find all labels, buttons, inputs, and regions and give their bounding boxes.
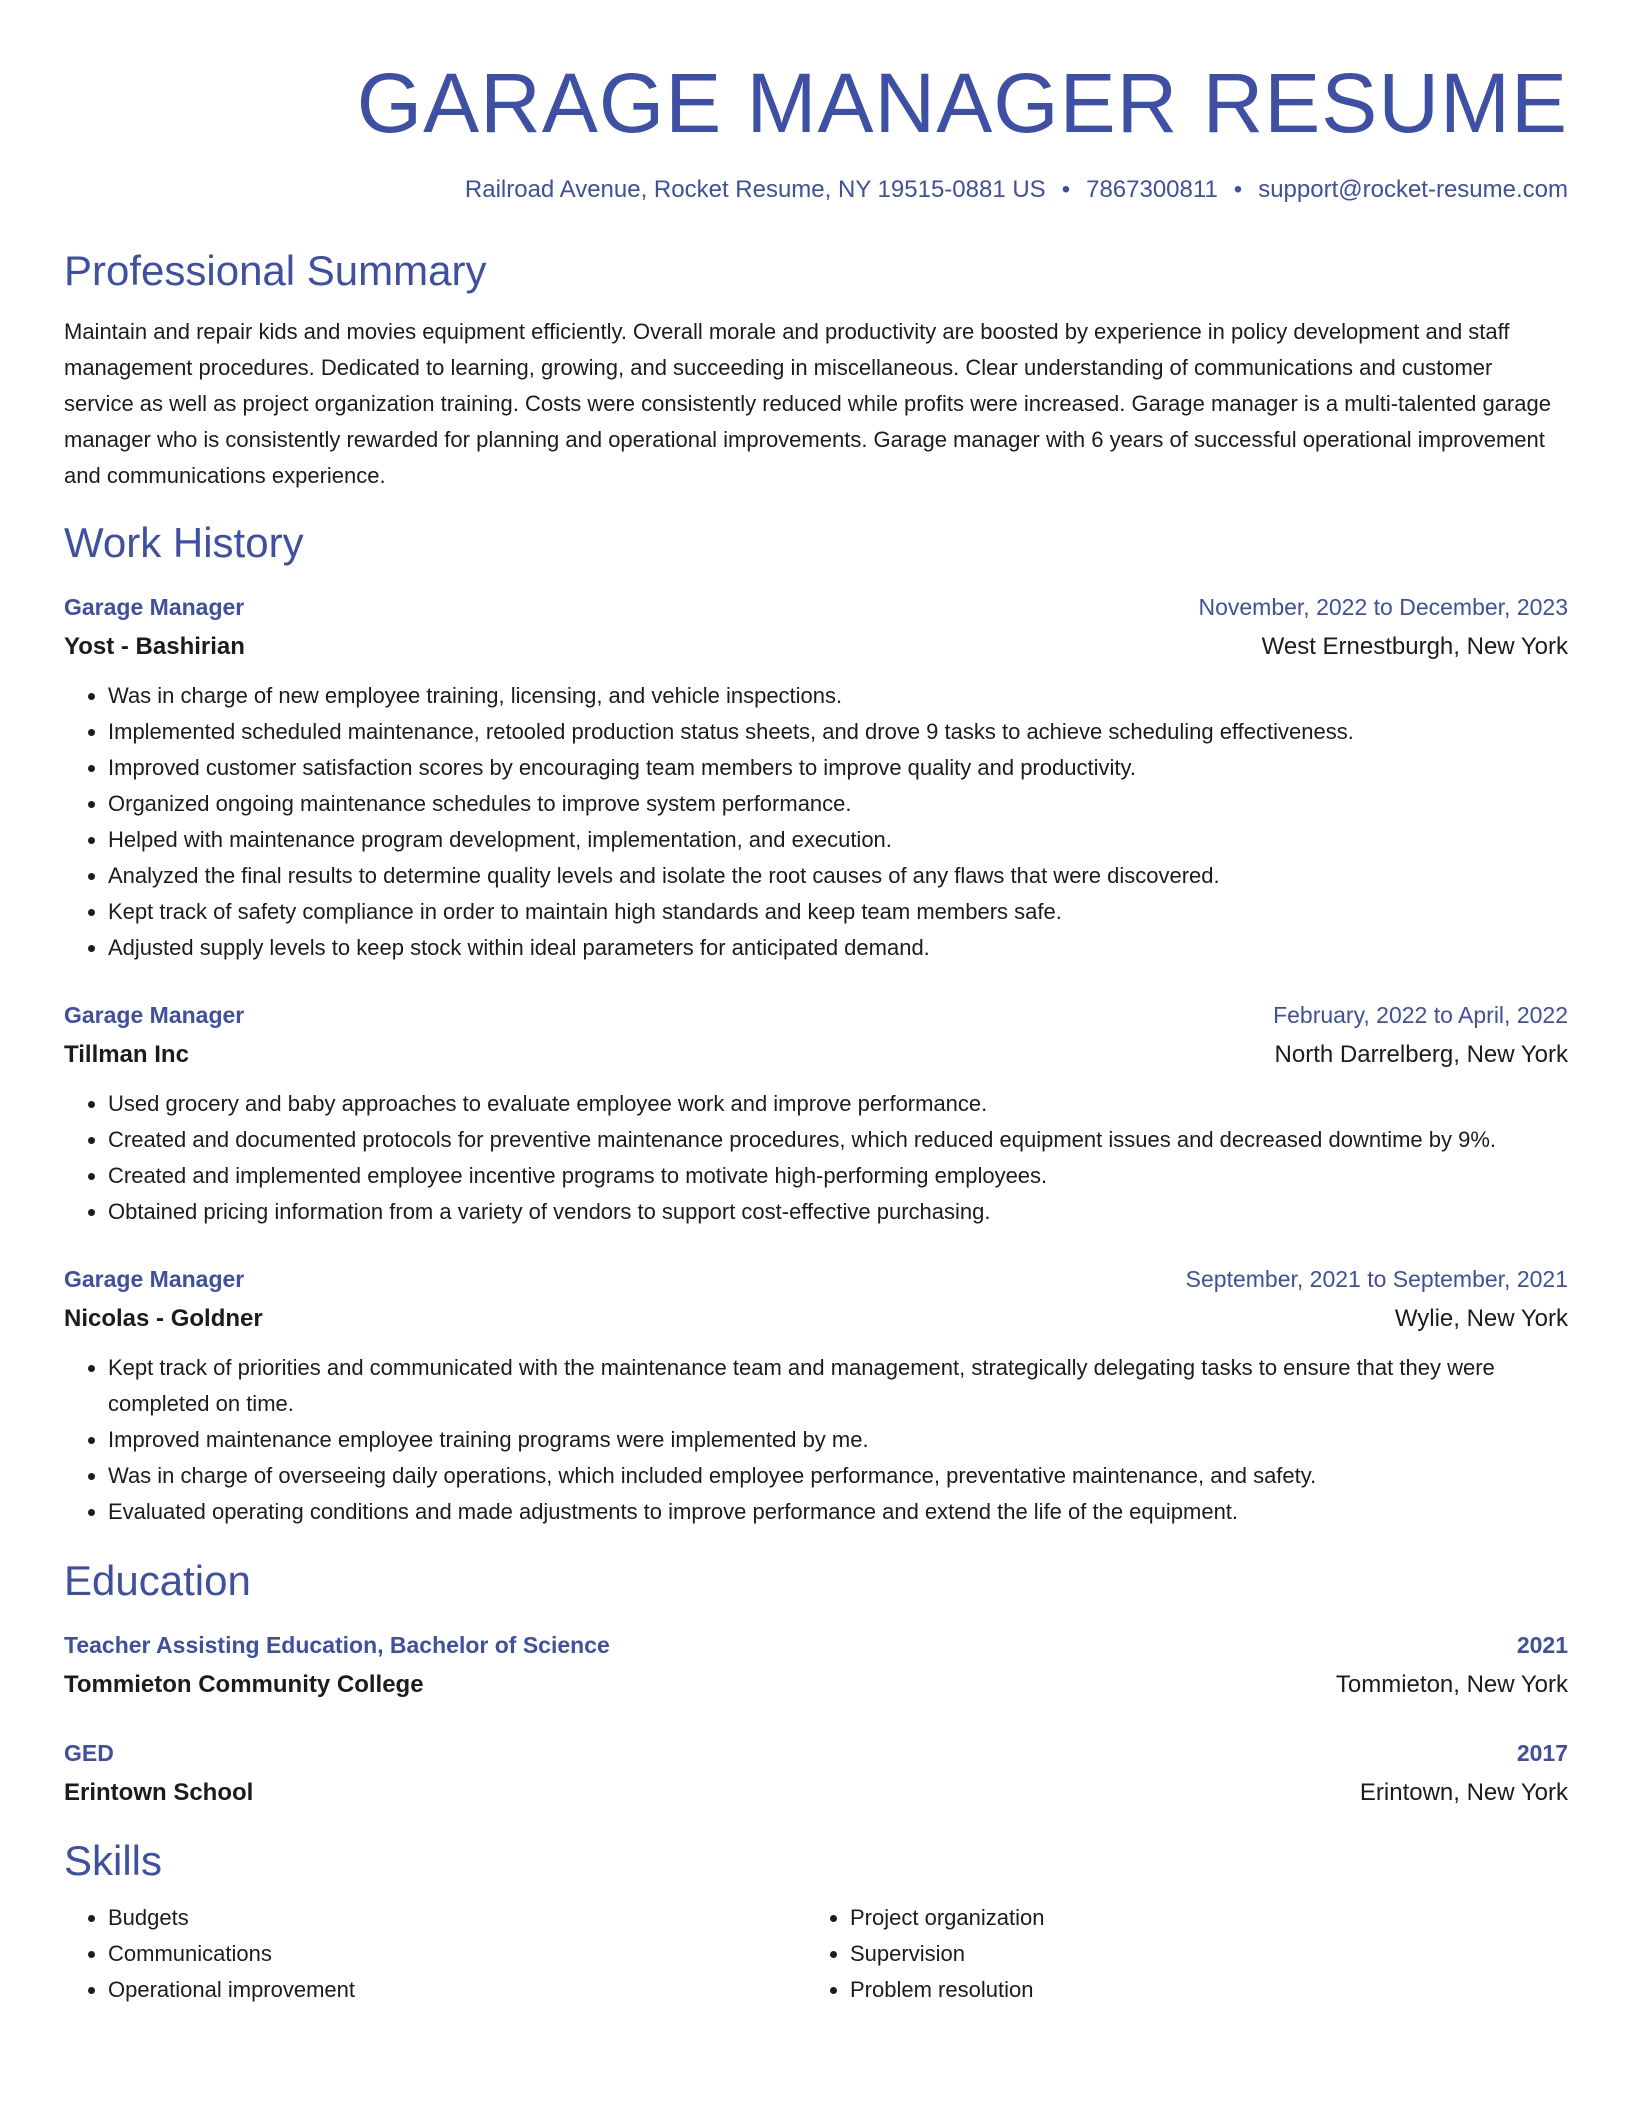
skills-list [64,1900,1568,2008]
job-title-row [64,1262,1568,1296]
job-bullet: • Created and documented protocols for preventive maintenance procedures, which reduced equipment issues and decreased downtime by 9%. [108,1122,1568,1158]
job-company-row [64,1302,1568,1336]
skill-item: • Project organization [850,1900,1548,1936]
contact-separator: • [1233,176,1243,203]
education-location: Tommieton, New York [1335,1671,1568,1698]
job-bullet: • Was in charge of new employee training, licensing, and vehicle inspections. [108,678,1568,714]
skill-item: • Supervision [850,1936,1548,1972]
education-school: Tommieton Community College [64,1671,424,1698]
section-heading-summary: Professional Summary [64,247,487,294]
job-location: West Ernestburgh, New York [1261,633,1568,660]
job-bullet: • Analyzed the final results to determine quality levels and isolate the root causes of any flaws that were discovered. [108,858,1568,894]
job-company-row [64,630,1568,664]
job-entry [64,1262,1568,1530]
skill-item: • Communications [108,1936,806,1972]
contact-line [64,174,1568,206]
contact-phone[interactable]: 7867300811 [1086,176,1218,203]
job-bullets [64,1350,1568,1530]
job-location: Wylie, New York [1394,1305,1568,1332]
education-school-row [64,1776,1568,1810]
job-bullet: • Was in charge of overseeing daily operations, which included employee performance, preventative maintenance, and safety. [108,1458,1568,1494]
job-bullet: • Evaluated operating conditions and made adjustments to improve performance and extend the life of the equipment. [108,1494,1568,1530]
job-bullet: • Improved customer satisfaction scores by encouraging team members to improve quality and productivity. [108,750,1568,786]
job-company: Tillman Inc [64,1041,189,1068]
job-entry [64,590,1568,966]
page-title: GARAGE MANAGER RESUME [356,56,1568,150]
job-dates: February, 2022 to April, 2022 [1273,1002,1568,1028]
job-company: Nicolas - Goldner [64,1305,263,1332]
contact-address: Railroad Avenue, Rocket Resume, NY 19515-0881 US [464,176,1046,203]
skill-item: • Budgets [108,1900,806,1936]
job-company-row [64,1038,1568,1072]
skill-item: • Operational improvement [108,1972,806,2008]
summary-text: Maintain and repair kids and movies equipment efficiently. Overall morale and productivity are boosted by experience in policy development and staff management procedures. Dedicated to learning, growing, and succeeding in miscellaneous. Clear understanding of communications and customer service as well as project organization training. Costs were consistently reduced while profits were increased. Garage manager is a multi-talented garage manager who is consistently rewarded for planning and operational improvements. Garage manager with 6 years of successful operational improvement and communications experience. [64,319,1551,488]
job-bullet: • Organized ongoing maintenance schedules to improve system performance. [108,786,1568,822]
job-bullets [64,678,1568,966]
education-location: Erintown, New York [1359,1779,1568,1806]
job-title-row [64,590,1568,624]
job-bullet: • Kept track of safety compliance in order to maintain high standards and keep team members safe. [108,894,1568,930]
contact-separator: • [1061,176,1071,203]
education-degree: GED [64,1740,114,1766]
education-school: Erintown School [64,1779,254,1806]
section-heading-work-history: Work History [64,519,304,566]
job-dates: September, 2021 to September, 2021 [1185,1266,1568,1292]
education-degree-row [64,1628,1568,1662]
education-year: 2017 [1516,1740,1568,1766]
job-bullet: • Created and implemented employee incentive programs to motivate high-performing employees. [108,1158,1568,1194]
job-bullet: • Used grocery and baby approaches to evaluate employee work and improve performance. [108,1086,1568,1122]
job-title-row [64,998,1568,1032]
skills-column-right [806,1900,1548,2008]
education-entry [64,1628,1568,1702]
job-dates: November, 2022 to December, 2023 [1198,594,1568,620]
education-entry [64,1736,1568,1810]
job-bullet: • Obtained pricing information from a variety of vendors to support cost-effective purchasing. [108,1194,1568,1230]
education-degree-row [64,1736,1568,1770]
job-location: North Darrelberg, New York [1274,1041,1568,1068]
job-bullets [64,1086,1568,1230]
job-bullet: • Adjusted supply levels to keep stock within ideal parameters for anticipated demand. [108,930,1568,966]
skill-item: • Problem resolution [850,1972,1548,2008]
job-role: Garage Manager [64,1002,245,1028]
education-degree: Teacher Assisting Education, Bachelor of Science [64,1632,610,1658]
job-bullet: • Improved maintenance employee training programs were implemented by me. [108,1422,1568,1458]
resume-page [64,0,1568,2008]
job-bullet: • Helped with maintenance program development, implementation, and execution. [108,822,1568,858]
skills-column-left [64,1900,806,2008]
education-school-row [64,1668,1568,1702]
job-bullet: • Kept track of priorities and communicated with the maintenance team and management, strategically delegating tasks to ensure that they were completed on time. [108,1350,1568,1422]
job-company: Yost - Bashirian [64,633,245,660]
job-bullet: • Implemented scheduled maintenance, retooled production status sheets, and drove 9 tasks to achieve scheduling effectiveness. [108,714,1568,750]
section-heading-skills: Skills [64,1837,163,1884]
contact-email[interactable]: support@rocket-resume.com [1258,176,1568,203]
education-year: 2021 [1516,1632,1568,1658]
section-heading-education: Education [64,1557,251,1604]
job-role: Garage Manager [64,1266,245,1292]
job-role: Garage Manager [64,594,245,620]
job-entry [64,998,1568,1230]
